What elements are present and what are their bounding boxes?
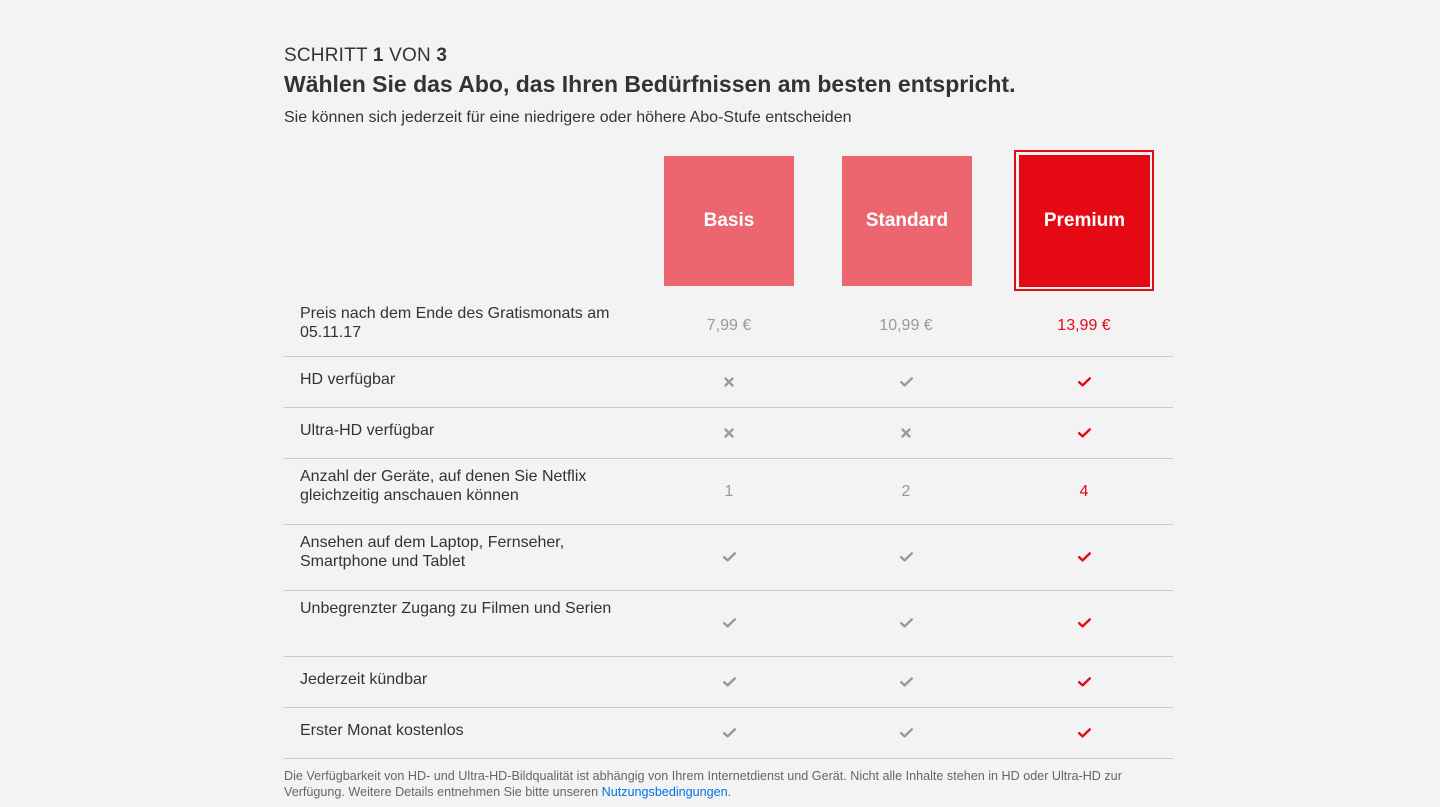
step-middle: VON xyxy=(389,45,431,66)
check-icon xyxy=(664,723,794,742)
plan-basis-button[interactable] xyxy=(664,156,794,286)
table-row xyxy=(284,408,1173,459)
price-value: 10,99 € xyxy=(879,317,933,334)
check-icon xyxy=(1019,372,1149,391)
check-icon xyxy=(1019,672,1149,691)
plan-standard-label: Standard xyxy=(865,210,949,231)
row-label: Ultra-HD verfügbar xyxy=(300,422,435,439)
footer-text: Die Verfügbarkeit von HD- und Ultra-HD-Bildqualität ist abhängig von Ihrem Internetdienst und Gerät. Nicht alle Inhalte stehen in HD oder Ultra-HD zur Verfügung. Weitere Details entnehmen Sie bitte unseren xyxy=(284,769,1122,799)
terms-link[interactable]: Nutzungsbedingungen xyxy=(601,785,728,799)
check-icon xyxy=(841,614,971,633)
check-icon xyxy=(664,548,794,567)
step-prefix: SCHRITT xyxy=(284,45,368,66)
check-icon xyxy=(841,548,971,567)
page-subtitle: Sie können sich jederzeit für eine niedrigere oder höhere Abo-Stufe entscheiden xyxy=(284,109,852,126)
footer-end: . xyxy=(727,785,732,799)
page-title: Wählen Sie das Abo, das Ihren Bedürfnissen am besten entspricht. xyxy=(284,71,1016,97)
check-icon xyxy=(664,614,794,633)
table-row xyxy=(284,296,1173,357)
price-value: 13,99 € xyxy=(1057,317,1111,334)
step-indicator xyxy=(284,45,447,67)
check-icon xyxy=(1019,423,1149,442)
footer-note xyxy=(284,768,1164,800)
check-icon xyxy=(841,372,971,391)
table-row xyxy=(284,657,1173,708)
check-icon xyxy=(841,723,971,742)
price-value: 7,99 € xyxy=(706,317,752,334)
table-row xyxy=(284,357,1173,408)
plan-premium-button[interactable] xyxy=(1019,155,1150,287)
device-count-value: 4 xyxy=(1079,482,1089,500)
row-label: Erster Monat kostenlos xyxy=(300,722,464,739)
plan-premium-label: Premium xyxy=(1043,210,1126,231)
device-count-value: 1 xyxy=(724,482,734,500)
plan-standard-button[interactable] xyxy=(842,156,972,286)
check-icon xyxy=(664,672,794,691)
check-icon xyxy=(841,672,971,691)
step-current: 1 xyxy=(372,45,384,66)
row-label: Unbegrenzter Zugang zu Filmen und Serien xyxy=(300,600,612,617)
table-row xyxy=(284,708,1173,759)
row-label: Preis nach dem Ende des Gratismonats am 05.11.17 xyxy=(300,305,610,341)
plan-basis-label: Basis xyxy=(703,210,755,231)
check-icon xyxy=(1019,614,1149,633)
step-total: 3 xyxy=(436,45,448,66)
check-icon xyxy=(1019,723,1149,742)
table-row xyxy=(284,459,1173,525)
table-row xyxy=(284,591,1173,657)
row-label: Jederzeit kündbar xyxy=(300,671,428,688)
table-row xyxy=(284,525,1173,591)
cross-icon xyxy=(664,372,794,391)
cross-icon xyxy=(664,423,794,442)
row-label: Ansehen auf dem Laptop, Fernseher, Smartphone und Tablet xyxy=(300,534,565,570)
check-icon xyxy=(1019,548,1149,567)
cross-icon xyxy=(841,423,971,442)
device-count-value: 2 xyxy=(901,482,911,500)
row-label: HD verfügbar xyxy=(300,371,396,388)
row-label: Anzahl der Geräte, auf denen Sie Netflix gleichzeitig anschauen können xyxy=(300,468,587,504)
